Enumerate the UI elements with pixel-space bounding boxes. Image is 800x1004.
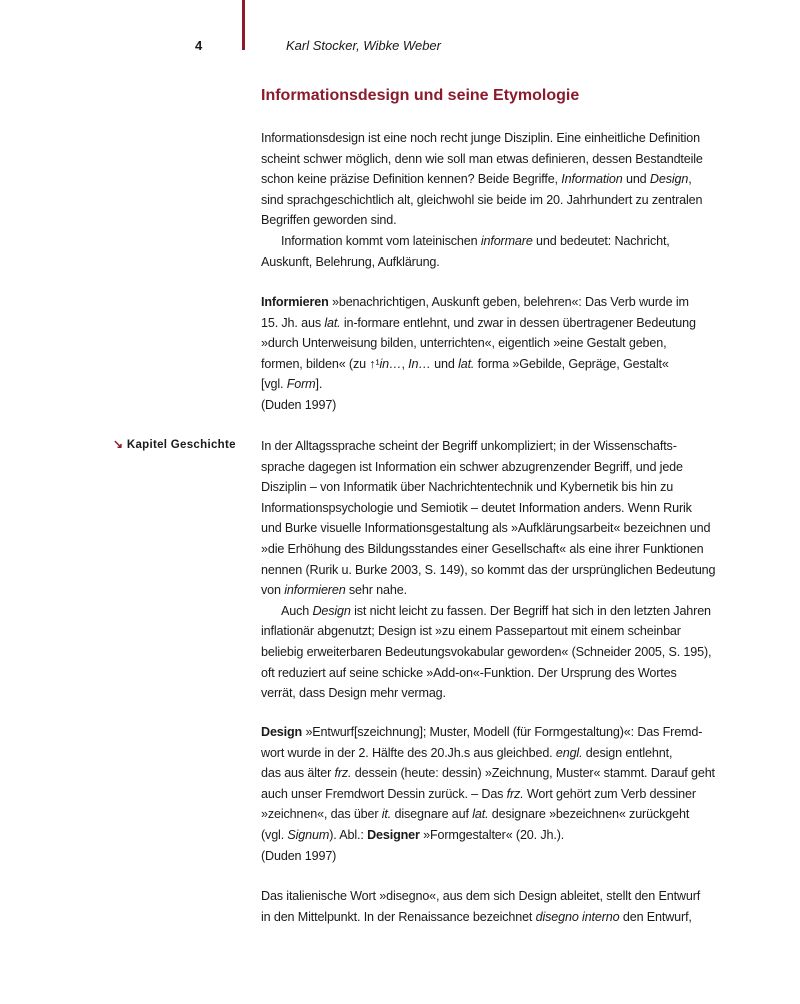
text-run: Begriffen geworden sind. — [261, 213, 397, 228]
bold-term: Designer — [367, 827, 420, 842]
quote-design — [261, 722, 731, 866]
italic-term: in… — [379, 356, 402, 371]
text-run: formen, bilden« (zu ↑¹ — [261, 356, 380, 371]
italic-term: it. — [381, 807, 392, 822]
text-run: »Formgestalter« (20. Jh.). — [419, 827, 565, 842]
text-run: Information kommt vom lateinischen — [281, 233, 481, 248]
text-run: und Burke visuelle Informationsgestaltung als »Aufklärungsarbeit« bezeichnen und — [261, 521, 711, 536]
text-line — [261, 395, 731, 416]
text-run: »die Erhöhung des Bildungsstandes einer Gesellschaft« als eine ihrer Funktionen — [261, 541, 704, 556]
text-run: nennen (Rurik u. Burke 2003, S. 149), so kommt das der ursprünglichen Bedeutung — [261, 562, 716, 577]
text-run: [vgl. — [261, 377, 287, 392]
text-line — [261, 252, 731, 273]
text-run: 15. Jh. aus — [261, 315, 325, 330]
text-run: beliebig erweiterbaren Bedeutungsvokabular geworden« (Schneider 2005, S. 195), — [261, 644, 712, 659]
text-run: auch unser Fremdwort Dessin zurück. – Das — [261, 786, 507, 801]
quote-informieren — [261, 292, 731, 416]
italic-term: Form — [286, 377, 316, 392]
text-run: forma »Gebilde, Gepräge, Gestalt« — [474, 356, 669, 371]
text-run: disegnare auf — [391, 807, 473, 822]
text-run: Informationsdesign ist eine noch recht junge Disziplin. Eine einheitliche Definition — [261, 131, 700, 145]
text-run: Wort gehört zum Verb dessiner — [523, 786, 696, 801]
text-line — [261, 642, 731, 663]
italic-term: Design — [649, 172, 689, 187]
italic-term: informare — [480, 233, 533, 248]
margin-note-label: Kapitel Geschichte — [126, 439, 236, 451]
text-line — [261, 436, 731, 457]
text-line — [261, 498, 731, 519]
text-line — [261, 190, 731, 211]
text-run: ist nicht leicht zu fassen. Der Begriff hat sich in den letzten Jahren — [350, 603, 711, 618]
text-line — [261, 683, 731, 704]
text-run: und — [430, 356, 459, 371]
text-run: »benachrichtigen, Auskunft geben, belehren«: Das Verb wurde im — [328, 295, 689, 309]
text-run: den Entwurf, — [619, 909, 692, 924]
text-run: in den Mittelpunkt. In der Renaissance bezeichnet — [261, 909, 536, 924]
text-run: ). Abl.: — [329, 827, 368, 842]
italic-term: lat. — [458, 356, 475, 371]
paragraph-disegno — [261, 886, 731, 927]
italic-term: Design — [312, 603, 351, 618]
italic-term: lat. — [324, 315, 341, 330]
text-line — [261, 169, 731, 190]
text-run: ]. — [315, 377, 323, 392]
text-run: oft reduziert auf seine schicke »Add-on«-Funktion. Der Ursprung des Wortes — [261, 665, 677, 680]
text-run: designare »bezeichnen« zurückgeht — [488, 807, 690, 822]
text-run: und — [622, 172, 650, 187]
text-run: sehr nahe. — [345, 583, 407, 598]
text-line — [261, 825, 731, 846]
text-line — [261, 354, 731, 375]
page-number: 4 — [195, 38, 203, 53]
text-line — [261, 763, 731, 784]
text-run: (Duden 1997) — [261, 848, 337, 863]
text-line — [261, 663, 731, 684]
text-run: Auch — [281, 603, 313, 618]
section-title: Informationsdesign und seine Etymologie — [261, 87, 580, 104]
italic-term: lat. — [472, 807, 489, 822]
running-head: Karl Stocker, Wibke Weber — [286, 38, 441, 53]
text-line — [261, 539, 731, 560]
text-run: Das italienische Wort »disegno«, aus dem sich Design ableitet, stellt den Entwurf — [261, 889, 701, 903]
text-run: »Entwurf[szeichnung]; Muster, Modell (für Formgestaltung)«: Das Fremd- — [302, 725, 703, 739]
paragraph-intro — [261, 128, 731, 272]
italic-term: frz. — [334, 766, 352, 781]
text-run: »zeichnen«, das über — [261, 807, 382, 822]
italic-term: Information — [561, 172, 623, 187]
page-rule — [242, 0, 245, 50]
text-run: »durch Unterweisung bilden, unterrichten«, eigentlich »eine Gestalt geben, — [261, 336, 667, 351]
text-line — [261, 210, 731, 231]
text-run: Auskunft, Belehrung, Aufklärung. — [261, 254, 440, 269]
arrow-down-right-icon: ↘ — [113, 437, 124, 451]
text-run: , — [401, 356, 409, 371]
text-line — [261, 804, 731, 825]
bold-term: Informieren — [261, 295, 329, 309]
text-run: verrät, dass Design mehr vermag. — [261, 686, 446, 701]
text-run: (vgl. — [261, 827, 288, 842]
text-line — [261, 374, 731, 395]
text-run: von — [261, 583, 285, 598]
text-line — [261, 313, 731, 334]
italic-term: In… — [408, 356, 431, 371]
text-line — [261, 601, 731, 622]
text-line — [261, 722, 731, 743]
text-line — [261, 477, 731, 498]
text-run: design entlehnt, — [582, 745, 673, 760]
text-run: Disziplin – von Informatik über Nachrichtentechnik und Kybernetik bis hin zu — [261, 480, 674, 495]
margin-note[interactable] — [113, 437, 236, 451]
text-line — [261, 457, 731, 478]
text-line — [261, 886, 731, 907]
italic-term: frz. — [506, 786, 524, 801]
italic-term: informieren — [284, 583, 346, 598]
text-run: sind sprachgeschichtlich alt, gleichwohl sie beide im 20. Jahrhundert zu zentralen — [261, 192, 703, 207]
italic-term: disegno interno — [535, 909, 620, 924]
italic-term: engl. — [555, 745, 583, 760]
text-run: schon keine präzise Definition kennen? Beide Begriffe, — [261, 172, 562, 187]
text-run: wort wurde in der 2. Hälfte des 20.Jh.s aus gleichbed. — [261, 745, 556, 760]
text-line — [261, 846, 731, 867]
text-run: scheint schwer möglich, denn wie soll man etwas definieren, dessen Bestandteile — [261, 151, 703, 166]
text-line — [261, 907, 731, 928]
text-line — [261, 518, 731, 539]
text-line — [261, 580, 731, 601]
text-run: das aus älter — [261, 766, 335, 781]
text-run: in-formare entlehnt, und zwar in dessen übertragener Bedeutung — [340, 315, 696, 330]
text-line — [261, 560, 731, 581]
text-line — [261, 743, 731, 764]
text-run: In der Alltagssprache scheint der Begriff unkompliziert; in der Wissenschafts- — [261, 439, 677, 453]
text-run: dessein (heute: dessin) »Zeichnung, Muster« stammt. Darauf geht — [351, 766, 715, 781]
text-run: , — [688, 172, 692, 187]
text-run: inflationär abgenutzt; Design ist »zu einem Passepartout mit einem scheinbar — [261, 624, 681, 639]
text-line — [261, 333, 731, 354]
text-line — [261, 231, 731, 252]
text-line — [261, 621, 731, 642]
text-run: Informationspsychologie und Semiotik – deutet Information anders. Wenn Rurik — [261, 500, 692, 515]
italic-term: Signum — [287, 827, 330, 842]
text-run: (Duden 1997) — [261, 397, 337, 412]
paragraph-alltagssprache — [261, 436, 731, 704]
text-line — [261, 149, 731, 170]
text-line — [261, 784, 731, 805]
text-line — [261, 292, 731, 313]
text-run: und bedeutet: Nachricht, — [532, 233, 670, 248]
text-line — [261, 128, 731, 149]
text-run: sprache dagegen ist Information ein schwer abzugrenzender Begriff, und jede — [261, 459, 683, 474]
bold-term: Design — [261, 725, 303, 739]
